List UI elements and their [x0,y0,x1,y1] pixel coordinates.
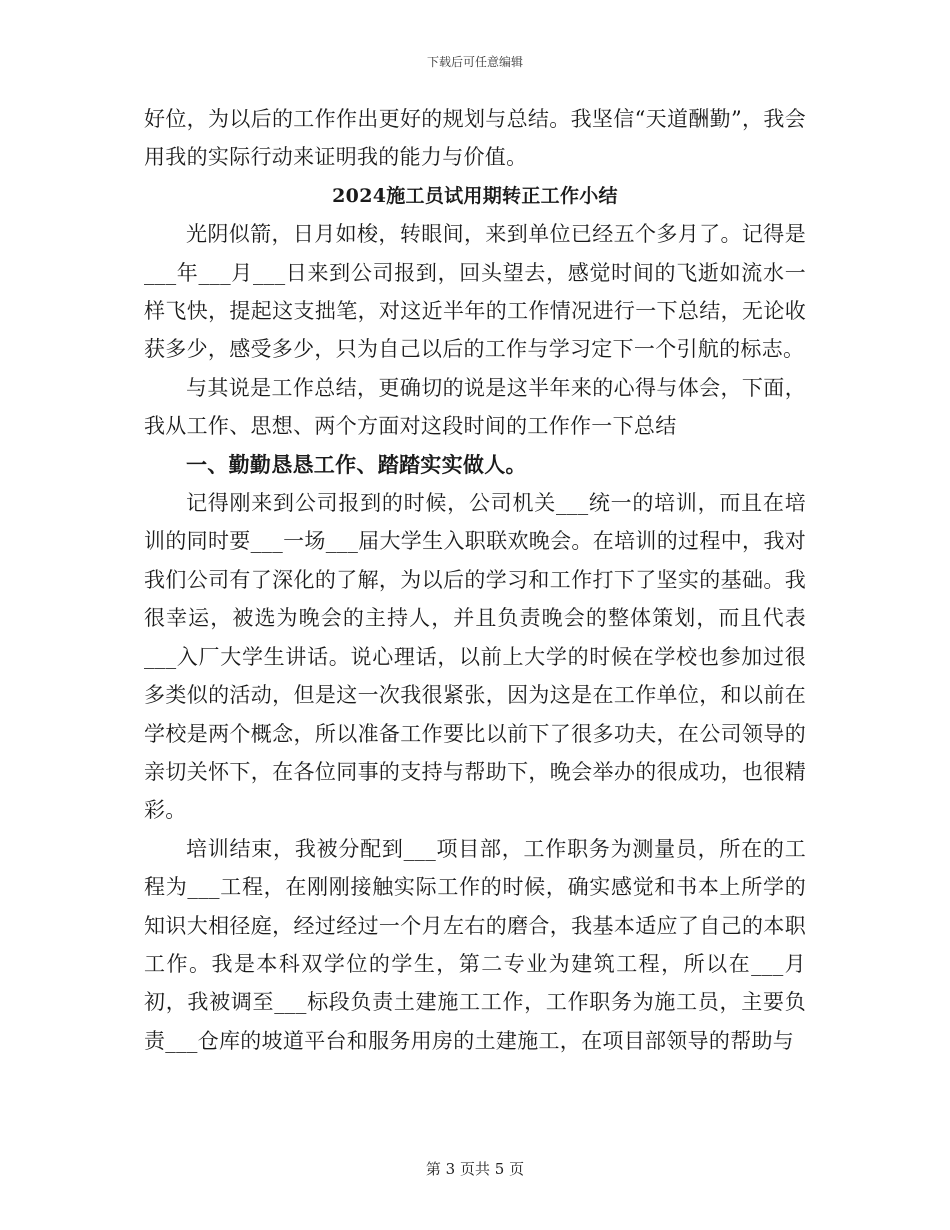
paragraph-intro: 光阴似箭，日月如梭，转眼间，来到单位已经五个多月了。记得是___年___月___日来到公司报到，回头望去，感觉时间的飞逝如流水一样飞快，提起这支拙笔，对这近半年的工作情况进行一下总结，无论收获多少，感受多少，只为自己以后的工作与学习定下一个引航的标志。 [144,222,806,362]
document-title: 2024施工员试用期转正工作小结 [332,184,618,207]
paragraph-summary: 与其说是工作总结，更确切的说是这半年来的心得与体会，下面，我从工作、思想、两个方面对这段时间的工作作一下总结 [144,375,806,439]
paragraph-continuation: 好位，为以后的工作作出更好的规划与总结。我坚信“天道酬勤”，我会用我的实际行动来证明我的能力与价值。 [144,107,806,170]
section-heading: 一、勤勤恳恳工作、踏踏实实做人。 [186,451,527,477]
paragraph-training: 记得刚来到公司报到的时候，公司机关___统一的培训，而且在培训的同时要___一场___届大学生入职联欢晚会。在培训的过程中，我对我们公司有了深化的了解，为以后的学习和工作打下了坚实的基础。我很幸运，被选为晚会的主持人，并且负责晚会的整体策划，而且代表___入厂大学生讲话。说心理话，以前上大学的时候在学校也参加过很多类似的活动，但是这一次我很紧张，因为这是在工作单位，和以前在学校是两个概念，所以准备工作要比以前下了很多功夫，在公司领导的亲切关怀下，在各位同事的支持与帮助下，晚会举办的很成功，也很精彩。 [144,491,806,823]
paragraph-assignment: 培训结束，我被分配到___项目部，工作职务为测量员，所在的工程为___工程，在刚刚接触实际工作的时候，确实感觉和书本上所学的知识大相径庭，经过经过一个月左右的磨合，我基本适应了自己的本职工作。我是本科双学位的学生，第二专业为建筑工程，所以在___月初，我被调至___标段负责土建施工工作，工作职务为施工员，主要负责___仓库的坡道平台和服务用房的土建施工，在项目部领导的帮助与 [144,836,806,1053]
page-footer: 第 3 页共 5 页 [425,1160,525,1178]
page-header: 下载后可任意编辑 [426,55,523,69]
document-body [144,100,806,1060]
